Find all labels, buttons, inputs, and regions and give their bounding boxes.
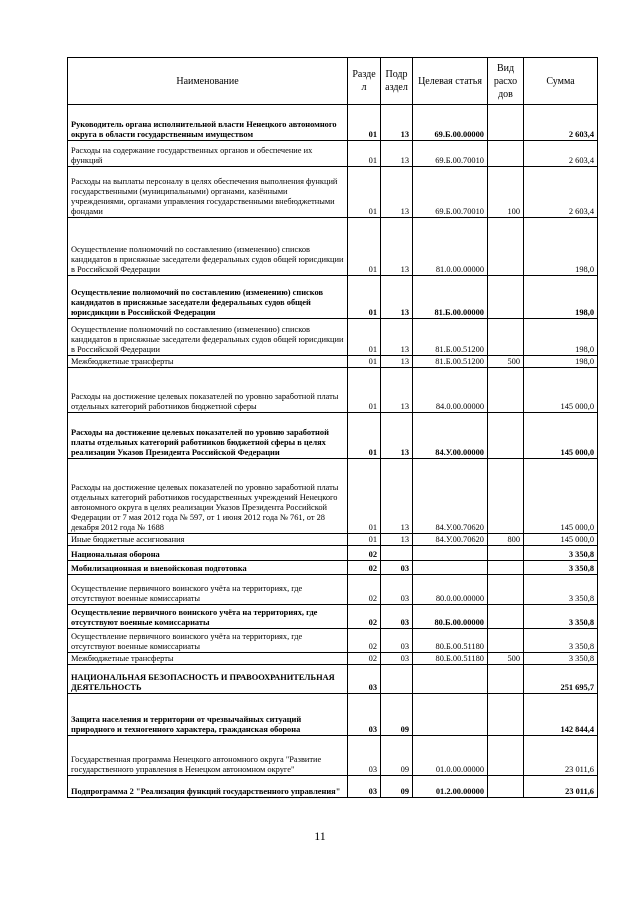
row-name: Межбюджетные трансферты [68,653,348,665]
row-sum: 2 603,4 [524,141,598,167]
row-target: 80.Б.00.51180 [413,629,488,653]
row-type [488,561,524,575]
row-sum: 145 000,0 [524,534,598,546]
row-target [413,546,488,561]
row-sum: 198,0 [524,218,598,276]
row-sum: 23 011,6 [524,736,598,776]
row-type [488,665,524,694]
row-type: 800 [488,534,524,546]
row-type [488,276,524,319]
row-subsection: 13 [381,276,413,319]
header-sum: Сумма [524,58,598,105]
row-target: 69.Б.00.70010 [413,141,488,167]
row-subsection: 13 [381,459,413,534]
table-row [68,561,598,575]
table-row [68,546,598,561]
row-name: Защита населения и территории от чрезвычайных ситуаций природного и техногенного характера, гражданская оборона [68,694,348,736]
row-sum: 2 603,4 [524,105,598,141]
row-sum: 145 000,0 [524,413,598,459]
table-row [68,629,598,653]
row-subsection: 09 [381,736,413,776]
row-name: Руководитель органа исполнительной власти Ненецкого автономного округа в области государственным имуществом [68,105,348,141]
row-section: 02 [348,605,381,629]
row-name: Осуществление полномочий по составлению (изменению) списков кандидатов в присяжные заседатели федеральных судов общей юрисдикции в Российской Федерации [68,276,348,319]
row-target: 69.Б.00.00000 [413,105,488,141]
row-target: 80.Б.00.00000 [413,605,488,629]
row-section: 01 [348,167,381,218]
row-name: Межбюджетные трансферты [68,356,348,368]
row-target: 80.0.00.00000 [413,575,488,605]
row-target: 01.0.00.00000 [413,736,488,776]
table-row [68,276,598,319]
row-section: 02 [348,575,381,605]
row-type [488,141,524,167]
row-section: 01 [348,356,381,368]
row-type [488,105,524,141]
row-type [488,319,524,356]
row-target: 81.0.00.00000 [413,218,488,276]
row-type [488,368,524,413]
row-type [488,629,524,653]
row-name: Осуществление полномочий по составлению (изменению) списков кандидатов в присяжные заседатели федеральных судов общей юрисдикции в Российской Федерации [68,319,348,356]
row-subsection: 13 [381,105,413,141]
row-subsection: 03 [381,629,413,653]
row-sum: 198,0 [524,319,598,356]
row-subsection: 13 [381,167,413,218]
row-section: 02 [348,653,381,665]
row-section: 01 [348,413,381,459]
row-sum: 251 695,7 [524,665,598,694]
header-name: Наименование [68,58,348,105]
row-name: Подпрограмма 2 "Реализация функций государственного управления" [68,776,348,798]
row-name: Расходы на достижение целевых показателей по уровню заработной платы отдельных категорий работников бюджетной сферы в целях реализации Указов Президента Российской Федерации [68,413,348,459]
table-row [68,534,598,546]
row-type [488,218,524,276]
row-type [488,605,524,629]
table-row [68,575,598,605]
table-row [68,218,598,276]
row-name: Иные бюджетные ассигнования [68,534,348,546]
header-section: Разде л [348,58,381,105]
table-row [68,694,598,736]
row-name: Расходы на достижение целевых показателей по уровню заработной платы отдельных категорий работников государственных учреждений Ненецкого автономного округа в целях реализации Указов Президента Российской Федерации от 7 мая 2012 года № 597, от 1 июня 2012 года № 761, от 28 декабря 2012 года № 1688 [68,459,348,534]
header-expense-type: Вид расхо дов [488,58,524,105]
row-section: 03 [348,776,381,798]
row-target: 80.Б.00.51180 [413,653,488,665]
row-subsection [381,546,413,561]
row-subsection: 03 [381,605,413,629]
row-sum: 23 011,6 [524,776,598,798]
row-section: 01 [348,534,381,546]
header-subsection: Подр аздел [381,58,413,105]
table-row [68,167,598,218]
row-sum: 3 350,8 [524,653,598,665]
table-row [68,319,598,356]
row-subsection: 13 [381,368,413,413]
row-type [488,776,524,798]
row-section: 01 [348,141,381,167]
table-header [68,58,598,105]
row-name: Осуществление первичного воинского учёта на территориях, где отсутствуют военные комиссариаты [68,605,348,629]
row-subsection: 03 [381,575,413,605]
row-section: 01 [348,319,381,356]
table-row [68,368,598,413]
header-target: Целевая статья [413,58,488,105]
row-type [488,736,524,776]
row-subsection: 13 [381,534,413,546]
row-target: 81.Б.00.51200 [413,356,488,368]
row-type: 500 [488,653,524,665]
row-subsection: 13 [381,356,413,368]
row-sum: 145 000,0 [524,459,598,534]
row-type: 100 [488,167,524,218]
row-name: Национальная оборона [68,546,348,561]
row-target: 81.Б.00.51200 [413,319,488,356]
row-subsection [381,665,413,694]
row-section: 01 [348,368,381,413]
table-row [68,356,598,368]
table-row [68,459,598,534]
row-subsection: 09 [381,776,413,798]
row-section: 03 [348,736,381,776]
row-section: 03 [348,665,381,694]
table-row [68,413,598,459]
row-target [413,561,488,575]
row-sum: 3 350,8 [524,575,598,605]
row-name: Осуществление первичного воинского учёта на территориях, где отсутствуют военные комиссариаты [68,575,348,605]
table-row [68,776,598,798]
row-sum: 145 000,0 [524,368,598,413]
row-name: Осуществление полномочий по составлению (изменению) списков кандидатов в присяжные заседатели федеральных судов общей юрисдикции в Российской Федерации [68,218,348,276]
row-subsection: 03 [381,561,413,575]
row-name: Расходы на достижение целевых показателей по уровню заработной платы отдельных категорий работников бюджетной сферы [68,368,348,413]
row-target: 84.У.00.70620 [413,459,488,534]
row-subsection: 03 [381,653,413,665]
row-target: 81.Б.00.00000 [413,276,488,319]
row-target: 01.2.00.00000 [413,776,488,798]
row-sum: 198,0 [524,276,598,319]
row-subsection: 09 [381,694,413,736]
table-row [68,653,598,665]
table-row [68,105,598,141]
row-type [488,459,524,534]
row-type [488,546,524,561]
row-sum: 3 350,8 [524,605,598,629]
table-row [68,605,598,629]
row-target [413,665,488,694]
row-name: Осуществление первичного воинского учёта на территориях, где отсутствуют военные комиссариаты [68,629,348,653]
row-sum: 2 603,4 [524,167,598,218]
row-sum: 198,0 [524,356,598,368]
table-row [68,665,598,694]
row-subsection: 13 [381,141,413,167]
row-subsection: 13 [381,413,413,459]
page-number: 11 [314,829,326,843]
row-target: 69.Б.00.70010 [413,167,488,218]
row-target [413,694,488,736]
row-name: Расходы на содержание государственных органов и обеспечение их функций [68,141,348,167]
row-section: 01 [348,218,381,276]
row-type [488,413,524,459]
row-type [488,575,524,605]
row-section: 01 [348,276,381,319]
row-type [488,694,524,736]
row-name: Государственная программа Ненецкого автономного округа "Развитие государственного управления в Ненецком автономном округе" [68,736,348,776]
row-section: 02 [348,629,381,653]
row-subsection: 13 [381,218,413,276]
row-sum: 3 350,8 [524,546,598,561]
row-section: 03 [348,694,381,736]
row-section: 02 [348,561,381,575]
row-section: 02 [348,546,381,561]
row-target: 84.У.00.00000 [413,413,488,459]
row-target: 84.0.00.00000 [413,368,488,413]
row-target: 84.У.00.70620 [413,534,488,546]
table-row [68,141,598,167]
table-row [68,736,598,776]
row-name: Мобилизационная и вневойсковая подготовка [68,561,348,575]
row-name: Расходы на выплаты персоналу в целях обеспечения выполнения функций государственными (муниципальными) органами, казёнными учреждениями, органами управления государственными внебюджетными фондами [68,167,348,218]
row-sum: 142 844,4 [524,694,598,736]
row-section: 01 [348,459,381,534]
row-sum: 3 350,8 [524,561,598,575]
row-section: 01 [348,105,381,141]
row-name: НАЦИОНАЛЬНАЯ БЕЗОПАСНОСТЬ И ПРАВООХРАНИТЕЛЬНАЯ ДЕЯТЕЛЬНОСТЬ [68,665,348,694]
row-sum: 3 350,8 [524,629,598,653]
row-type: 500 [488,356,524,368]
row-subsection: 13 [381,319,413,356]
budget-table [67,57,598,798]
